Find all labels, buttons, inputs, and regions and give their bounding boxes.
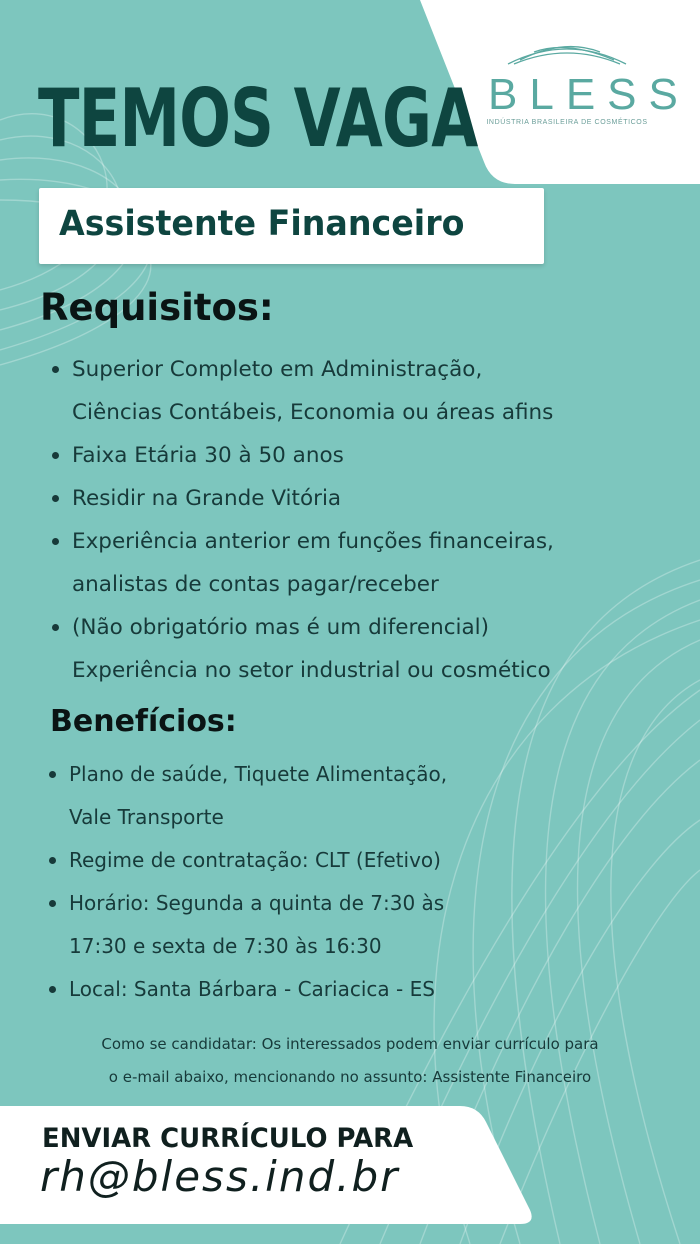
- list-item: [50, 348, 554, 434]
- list-item-line: analistas de contas pagar/receber: [72, 572, 439, 597]
- list-item-line: Horário: Segunda a quinta de 7:30 às: [69, 891, 445, 915]
- bless-logo: [482, 40, 690, 132]
- list-item-line: Vale Transporte: [69, 805, 224, 829]
- apply-instructions-line: Como se candidatar: Os interessados podem enviar currículo para: [101, 1035, 599, 1053]
- list-item: [47, 882, 447, 968]
- list-item: [47, 968, 447, 1011]
- job-title-box: [39, 188, 544, 264]
- benefits-list: [47, 753, 447, 1011]
- benefits-title: Benefícios:: [50, 704, 237, 739]
- list-item: [47, 753, 447, 839]
- contact-email[interactable]: rh@bless.ind.br: [40, 1152, 400, 1201]
- logo-wordmark: BLESS: [488, 70, 690, 119]
- requirements-list: [50, 348, 554, 692]
- requirements-title: Requisitos:: [40, 286, 274, 329]
- list-item: [50, 477, 554, 520]
- cta-label: ENVIAR CURRÍCULO PARA: [42, 1123, 414, 1154]
- list-item-line: Superior Completo em Administração,: [72, 357, 483, 382]
- list-item: [47, 839, 447, 882]
- apply-instructions: [40, 1028, 660, 1094]
- list-item-line: (Não obrigatório mas é um diferencial): [72, 615, 490, 640]
- list-item: [50, 520, 554, 606]
- job-title: Assistente Financeiro: [59, 204, 465, 244]
- list-item-line: Residir na Grande Vitória: [72, 486, 342, 511]
- list-item-line: Experiência anterior em funções financeiras,: [72, 529, 554, 554]
- arc-lines-icon: [504, 40, 630, 68]
- list-item-line: Ciências Contábeis, Economia ou áreas afins: [72, 400, 554, 425]
- list-item-line: Plano de saúde, Tiquete Alimentação,: [69, 762, 448, 786]
- apply-instructions-line: o e-mail abaixo, mencionando no assunto: Assistente Financeiro: [108, 1068, 592, 1086]
- list-item: [50, 434, 554, 477]
- list-item-line: Regime de contratação: CLT (Efetivo): [69, 848, 441, 872]
- headline: TEMOS VAGA: [38, 72, 478, 165]
- list-item-line: Faixa Etária 30 à 50 anos: [72, 443, 344, 468]
- list-item-line: Local: Santa Bárbara - Cariacica - ES: [69, 977, 435, 1001]
- list-item: [50, 606, 554, 692]
- logo-subtitle: INDÚSTRIA BRASILEIRA DE COSMÉTICOS: [486, 119, 648, 126]
- list-item-line: Experiência no setor industrial ou cosmético: [72, 658, 551, 683]
- list-item-line: 17:30 e sexta de 7:30 às 16:30: [69, 934, 382, 958]
